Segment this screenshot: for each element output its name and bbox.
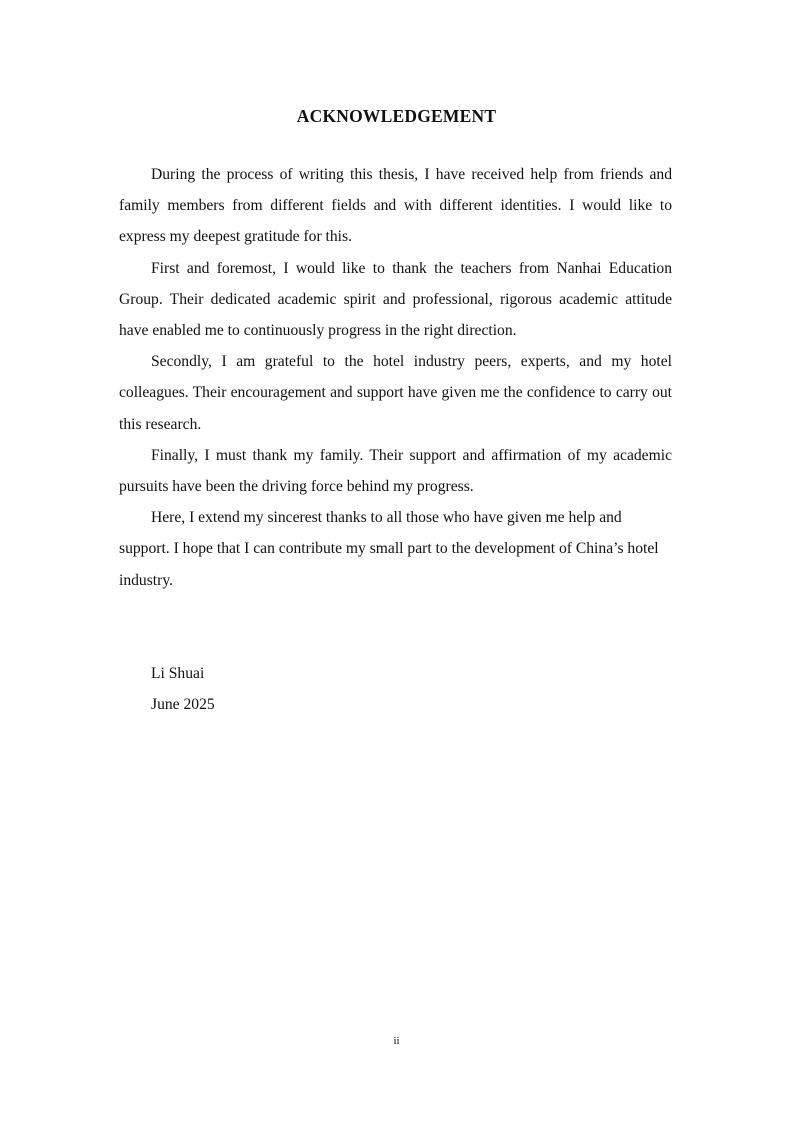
- paragraph-5: Here, I extend my sincerest thanks to all those who have given me help and support. I hope that I can contribute my small part to the development of China’s hotel industry.: [119, 509, 659, 589]
- paragraph-4: Finally, I must thank my family. Their support and affirmation of my academic pursuits have been the driving force behind my progress.: [119, 446, 672, 496]
- acknowledgement-body: [119, 159, 672, 596]
- paragraph-3: Secondly, I am grateful to the hotel industry peers, experts, and my hotel colleagues. Their encouragement and support have given me the confidence to carry out this research.: [119, 353, 672, 433]
- paragraph-2: First and foremost, I would like to thank the teachers from Nanhai Education Group. Their dedicated academic spirit and professional, rigorous academic attitude have enabled me to continuously progress in the right direction.: [119, 259, 672, 340]
- signature-block: [151, 658, 215, 720]
- author-name: Li Shuai: [151, 665, 205, 682]
- page-title: ACKNOWLEDGEMENT: [296, 106, 497, 126]
- signature-date: June 2025: [151, 696, 215, 714]
- paragraph-1: During the process of writing this thesis, I have received help from friends and family members from different fields and with different identities. I would like to express my deepest gratitude for this.: [119, 166, 672, 246]
- page-number: ii: [393, 1035, 400, 1047]
